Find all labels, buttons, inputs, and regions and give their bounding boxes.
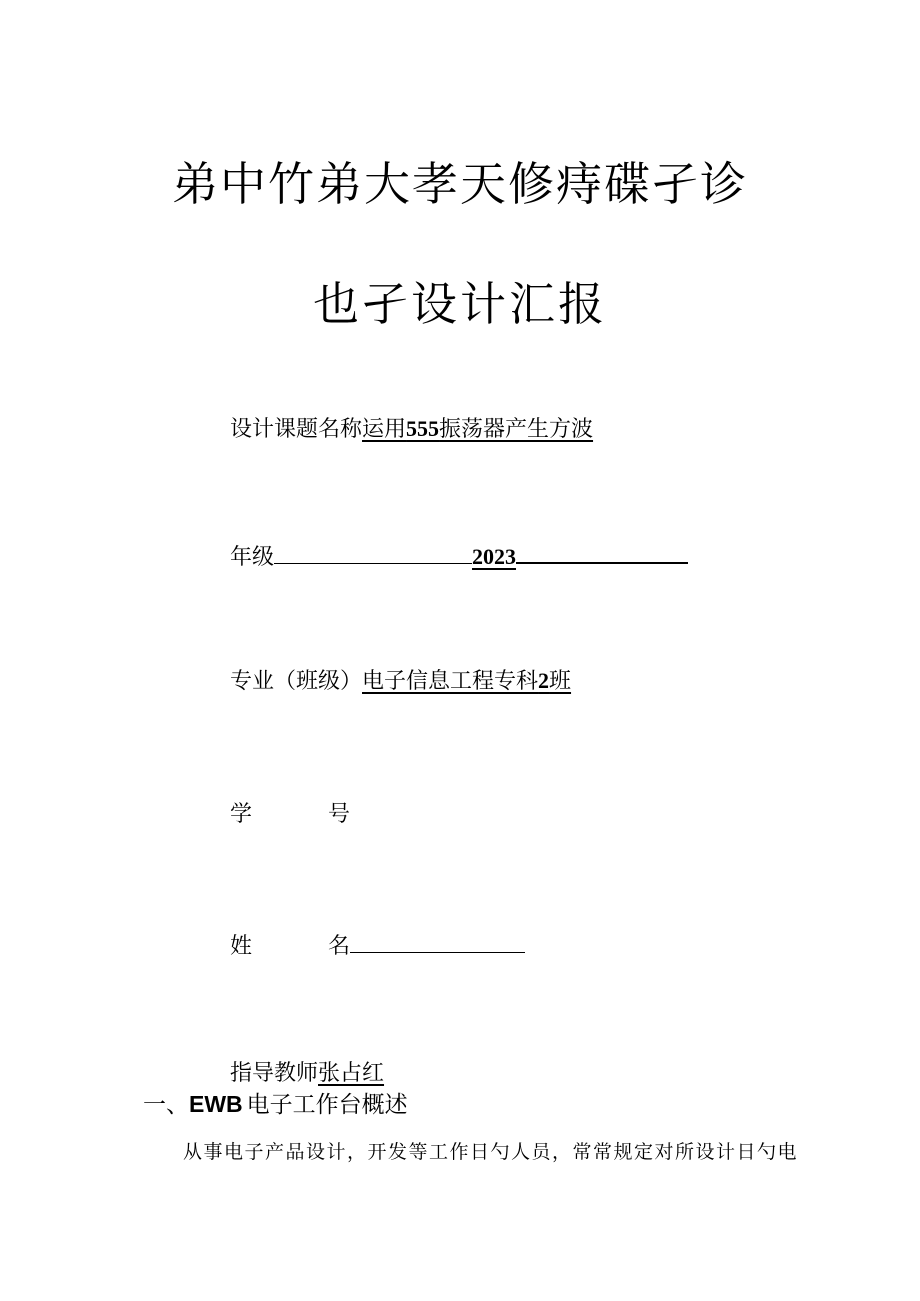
grade-blank-right: [516, 542, 688, 564]
section-heading: [143, 1086, 408, 1119]
school-name-title: 弟中竹弟大孝天修痔碟孑诊: [172, 157, 748, 211]
name-label-b: 名: [328, 934, 351, 959]
body-paragraph: 从事电子产品设计，开发等工作日勺人员，常常规定对所设计日勺电: [183, 1141, 799, 1163]
grade-value: 2023: [472, 544, 517, 569]
topic-value-prefix: 运用: [362, 417, 407, 442]
major-value-suffix: 班: [549, 669, 572, 694]
field-advisor: [230, 1056, 384, 1087]
field-name: [230, 929, 525, 960]
student-id-label-b: 号: [328, 802, 351, 827]
major-label: 专业（班级）: [230, 669, 363, 694]
name-blank: [350, 932, 525, 953]
major-value: [362, 669, 571, 694]
topic-label: 设计课题名称: [230, 417, 363, 442]
grade-blank-left: [274, 543, 472, 564]
topic-value: [362, 417, 593, 442]
advisor-value: 张占红: [318, 1061, 385, 1086]
section-title-rest: 电子工作台概述: [246, 1092, 408, 1118]
major-value-number: 2: [538, 668, 550, 693]
topic-value-number: 555: [406, 416, 440, 441]
section-prefix: 一、: [143, 1092, 189, 1118]
field-student-id: [230, 797, 350, 828]
major-value-prefix: 电子信息工程专科: [362, 669, 539, 694]
student-id-label-a: 学: [230, 802, 253, 827]
topic-value-suffix: 振荡器产生方波: [439, 417, 594, 442]
grade-label: 年级: [230, 545, 275, 570]
report-title: 也孑设计汇报: [313, 277, 607, 331]
section-ewb: EWB: [189, 1091, 243, 1117]
field-topic: [230, 412, 593, 443]
field-grade: [230, 540, 688, 571]
name-label-a: 姓: [230, 934, 253, 959]
advisor-label: 指导教师: [230, 1061, 319, 1086]
field-major: [230, 664, 571, 695]
